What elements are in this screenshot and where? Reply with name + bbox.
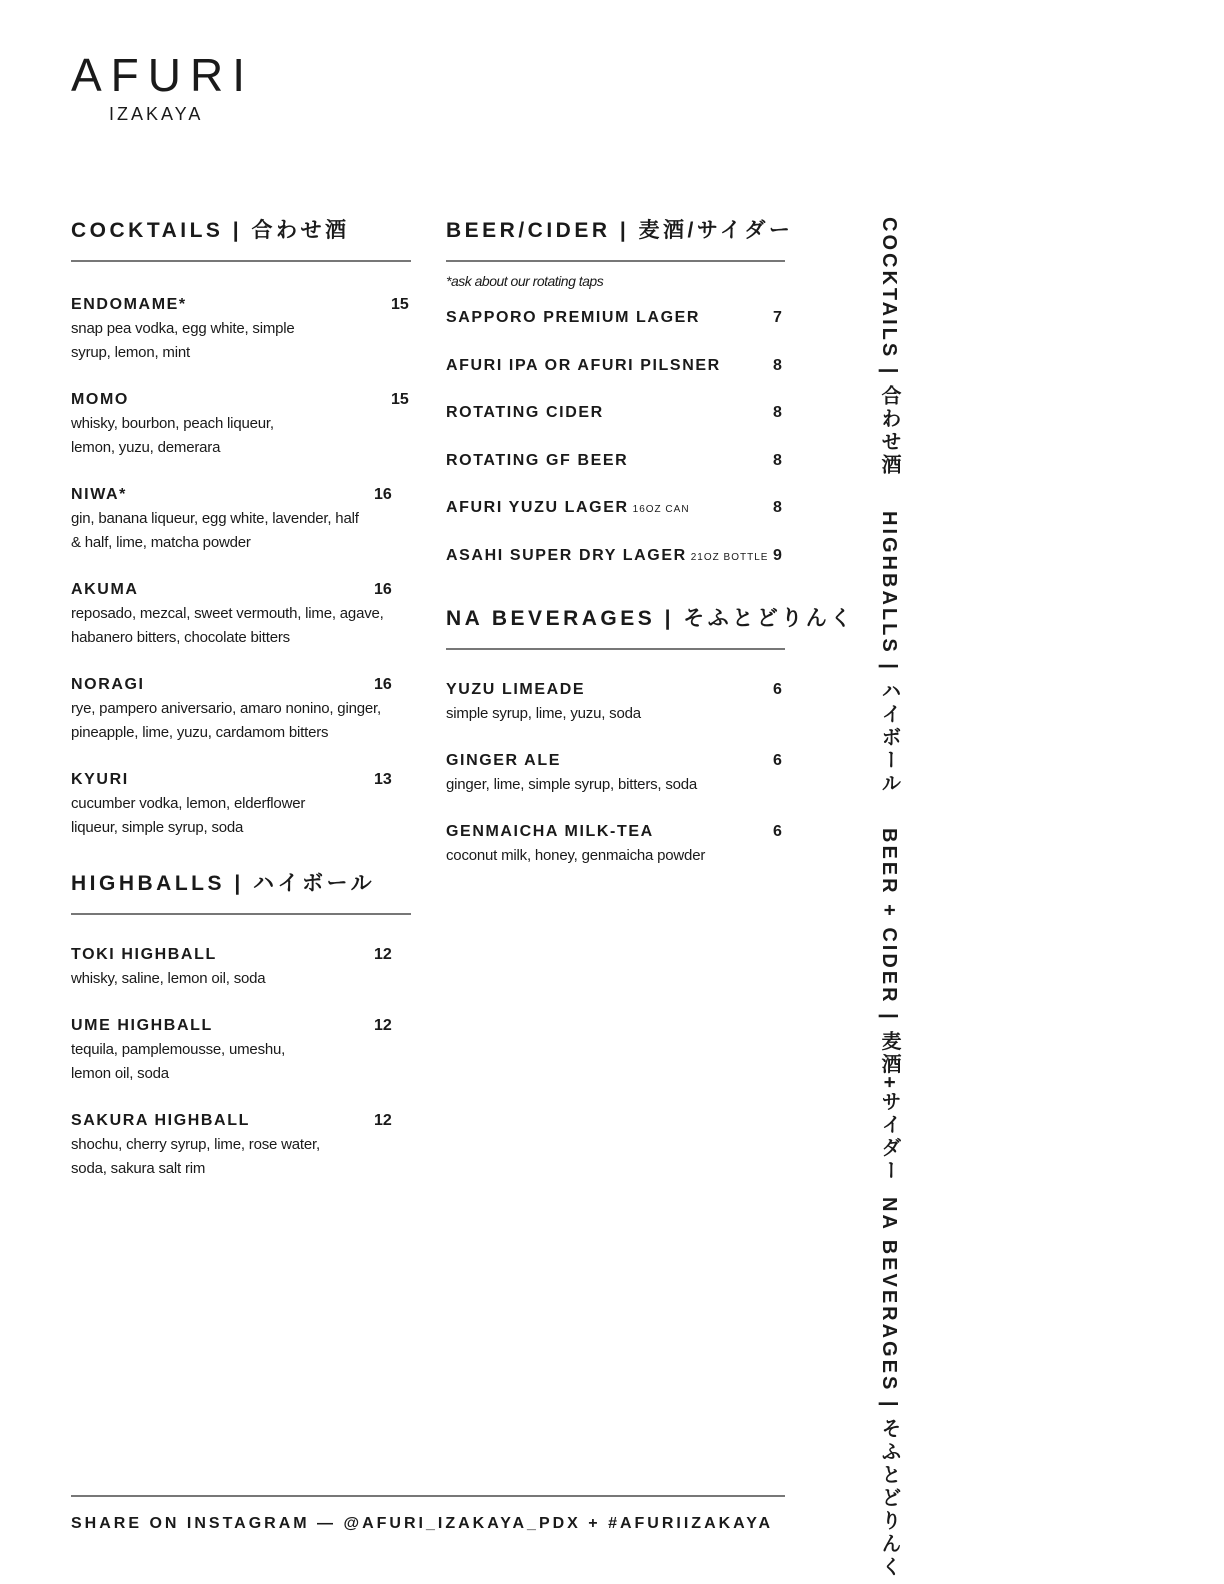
menu-item-asahi-super-dry (446, 546, 785, 601)
highballs-heading: HIGHBALLS | ハイボール (71, 872, 376, 895)
item-description: tequila, pamplemousse, umeshu, lemon oil, soda (71, 1041, 286, 1082)
item-price: 8 (773, 451, 782, 469)
menu-item-sakura-highball (71, 1111, 411, 1206)
item-description: whisky, bourbon, peach liqueur, lemon, yuzu, demerara (71, 415, 274, 456)
item-name: SAPPORO PREMIUM LAGER (446, 309, 701, 326)
item-description: ginger, lime, simple syrup, bitters, soda (446, 775, 698, 793)
menu-item-genmaicha-milk-tea (446, 822, 785, 893)
menu-item-afuri-ipa-pilsner (446, 356, 785, 404)
item-description: cucumber vodka, lemon, elderflower liqueur, simple syrup, soda (71, 795, 306, 836)
item-price: 7 (773, 309, 782, 326)
menu-item-yuzu-limeade (446, 680, 785, 751)
menu-item-ume-highball (71, 1016, 411, 1111)
side-tab-na-beverages[interactable]: NA BEVERAGES | そふとどりんく (878, 1197, 900, 1579)
item-name: KYURI (71, 771, 129, 788)
menu-item-noragi (71, 675, 411, 770)
item-description: reposado, mezcal, sweet vermouth, lime, agave, habanero bitters, chocolate bitters (71, 605, 384, 646)
item-description: gin, banana liqueur, egg white, lavender, half & half, lime, matcha powder (71, 510, 359, 551)
item-price: 8 (773, 499, 782, 516)
item-price: 16 (374, 486, 392, 503)
item-price: 8 (773, 356, 782, 374)
menu-item-endomame (71, 295, 411, 390)
item-name: AFURI YUZU LAGER 16OZ CAN (446, 499, 690, 516)
item-name: YUZU LIMEADE (446, 680, 586, 698)
beer-divider (446, 260, 785, 262)
rotating-taps-note: *ask about our rotating taps (446, 273, 604, 289)
item-price: 13 (374, 771, 392, 788)
left-column (71, 213, 411, 1206)
item-name: NORAGI (71, 676, 145, 693)
item-size-note: 21OZ BOTTLE (690, 551, 769, 563)
menu-item-rotating-gf-beer (446, 451, 785, 499)
item-price: 9 (773, 546, 782, 564)
item-name: TOKI HIGHBALL (71, 946, 217, 963)
item-description: whisky, saline, lemon oil, soda (71, 970, 266, 987)
menu-item-sapporo (446, 308, 785, 356)
side-tab-beer-cider[interactable]: BEER + CIDER | 麦酒+サイダー (878, 828, 900, 1183)
menu-item-rotating-cider (446, 403, 785, 451)
menu-item-afuri-yuzu-lager (446, 498, 785, 546)
item-price: 6 (773, 680, 782, 698)
item-price: 16 (374, 676, 392, 693)
item-name: ENDOMAME* (71, 296, 187, 313)
brand-subtitle: IZAKAYA (109, 104, 204, 124)
middle-column (446, 213, 855, 893)
side-tab-highballs[interactable]: HIGHBALLS | ハイボール (878, 511, 900, 796)
item-price: 15 (391, 391, 409, 408)
item-description: snap pea vodka, egg white, simple syrup, lemon, mint (71, 320, 295, 361)
item-size-note: 16OZ CAN (632, 504, 690, 515)
item-name: ROTATING CIDER (446, 404, 604, 421)
menu-item-ginger-ale (446, 751, 785, 822)
beer-heading: BEER/CIDER | 麦酒/サイダー (446, 219, 794, 242)
item-description: coconut milk, honey, genmaicha powder (446, 846, 706, 864)
item-name: AFURI IPA OR AFURI PILSNER (446, 356, 721, 374)
na-beverages-heading: NA BEVERAGES | そふとどりんく (446, 606, 855, 630)
item-name: NIWA* (71, 486, 127, 503)
menu-item-toki-highball (71, 945, 411, 1016)
footer-divider (71, 1495, 785, 1497)
item-name: MOMO (71, 391, 129, 408)
item-name: UME HIGHBALL (71, 1017, 213, 1034)
menu-item-akuma (71, 580, 411, 675)
item-name: ROTATING GF BEER (446, 451, 629, 469)
item-price: 15 (391, 296, 409, 313)
side-tab-cocktails[interactable]: COCKTAILS | 合わせ酒 (878, 217, 900, 477)
item-price: 6 (773, 822, 782, 840)
menu-item-momo (71, 390, 411, 485)
item-name: AKUMA (71, 581, 139, 598)
cocktails-heading: COCKTAILS | 合わせ酒 (71, 219, 350, 242)
menu-item-kyuri (71, 770, 411, 865)
instagram-footer: SHARE ON INSTAGRAM — @AFURI_IZAKAYA_PDX + #AFURIIZAKAYA (71, 1515, 774, 1532)
item-name: SAKURA HIGHBALL (71, 1112, 250, 1129)
item-description: rye, pampero aniversario, amaro nonino, ginger, pineapple, lime, yuzu, cardamom bitters (71, 700, 381, 741)
item-price: 16 (374, 581, 392, 598)
item-price: 12 (374, 1112, 392, 1129)
item-price: 12 (374, 1017, 392, 1034)
item-name: ASAHI SUPER DRY LAGER 21OZ BOTTLE (446, 546, 769, 564)
item-description: shochu, cherry syrup, lime, rose water, soda, sakura salt rim (71, 1136, 320, 1177)
item-name: GENMAICHA MILK-TEA (446, 822, 654, 840)
menu-item-niwa (71, 485, 411, 580)
item-price: 12 (374, 946, 392, 963)
item-price: 8 (773, 404, 782, 421)
brand-logo (71, 49, 254, 125)
brand-name: AFURI (71, 49, 254, 101)
item-description: simple syrup, lime, yuzu, soda (446, 704, 641, 722)
item-name: GINGER ALE (446, 751, 561, 769)
item-price: 6 (773, 751, 782, 769)
